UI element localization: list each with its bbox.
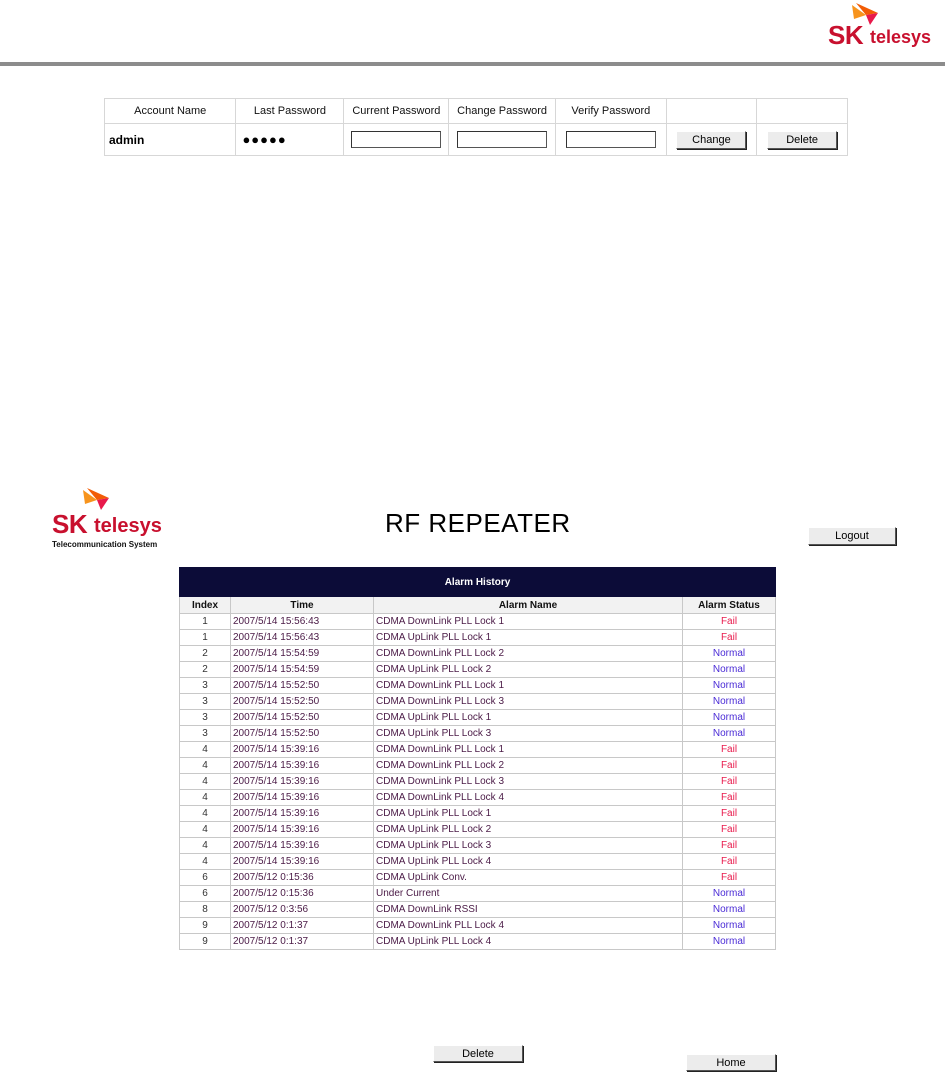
- table-row: [180, 758, 776, 774]
- table-row: [180, 726, 776, 742]
- alarm-status: Fail: [683, 774, 776, 790]
- current-password-input[interactable]: [351, 131, 441, 148]
- page-title: RF REPEATER: [385, 508, 571, 538]
- table-row: [180, 742, 776, 758]
- alarm-index: 9: [180, 918, 231, 934]
- column-header: Change Password: [449, 99, 556, 124]
- logo-brand-text: telesys: [870, 27, 932, 47]
- alarm-time: 2007/5/14 15:39:16: [231, 790, 374, 806]
- alarm-name: CDMA UpLink PLL Lock 1: [374, 806, 683, 822]
- alarm-index: 3: [180, 710, 231, 726]
- change-password-cell: [449, 124, 556, 156]
- table-row: [180, 678, 776, 694]
- alarm-name: CDMA UpLink PLL Lock 1: [374, 710, 683, 726]
- current-password-cell: [344, 124, 449, 156]
- alarm-index: 4: [180, 854, 231, 870]
- alarm-status: Normal: [683, 678, 776, 694]
- column-header: [757, 99, 848, 124]
- account-table: [104, 98, 848, 156]
- table-row: [180, 806, 776, 822]
- table-row: [180, 870, 776, 886]
- alarm-table-body: [180, 614, 776, 950]
- alarm-status: Normal: [683, 646, 776, 662]
- table-row: [180, 886, 776, 902]
- change-password-input[interactable]: [457, 131, 547, 148]
- alarm-status: Fail: [683, 806, 776, 822]
- column-header: [666, 99, 757, 124]
- column-header: Alarm Status: [683, 597, 776, 614]
- alarm-index: 4: [180, 822, 231, 838]
- table-row: [180, 854, 776, 870]
- alarm-status: Normal: [683, 662, 776, 678]
- account-table-header: [105, 99, 848, 124]
- alarm-time: 2007/5/12 0:15:36: [231, 870, 374, 886]
- header-divider: [0, 62, 945, 66]
- table-row: [180, 694, 776, 710]
- alarm-time: 2007/5/14 15:52:50: [231, 678, 374, 694]
- alarm-time: 2007/5/14 15:52:50: [231, 710, 374, 726]
- alarm-index: 6: [180, 886, 231, 902]
- table-row: [180, 934, 776, 950]
- column-header: Account Name: [105, 99, 236, 124]
- alarm-time: 2007/5/12 0:1:37: [231, 934, 374, 950]
- alarm-name: CDMA DownLink PLL Lock 1: [374, 742, 683, 758]
- alarm-index: 9: [180, 934, 231, 950]
- alarm-index: 1: [180, 630, 231, 646]
- change-button-cell: [666, 124, 757, 156]
- alarm-status: Normal: [683, 726, 776, 742]
- alarm-history-caption-row: [180, 568, 776, 597]
- alarm-status: Normal: [683, 710, 776, 726]
- alarm-status: Fail: [683, 742, 776, 758]
- logo-sk-text: SK: [52, 509, 88, 539]
- alarm-name: CDMA UpLink PLL Lock 1: [374, 630, 683, 646]
- alarm-time: 2007/5/14 15:56:43: [231, 614, 374, 630]
- delete-history-button[interactable]: Delete: [433, 1045, 523, 1062]
- table-row: [180, 646, 776, 662]
- alarm-name: Under Current: [374, 886, 683, 902]
- alarm-time: 2007/5/14 15:52:50: [231, 694, 374, 710]
- delete-button-cell: [757, 124, 848, 156]
- alarm-time: 2007/5/14 15:39:16: [231, 774, 374, 790]
- alarm-name: CDMA UpLink PLL Lock 3: [374, 726, 683, 742]
- alarm-time: 2007/5/14 15:39:16: [231, 854, 374, 870]
- column-header: Current Password: [344, 99, 449, 124]
- alarm-index: 2: [180, 662, 231, 678]
- alarm-status: Fail: [683, 614, 776, 630]
- alarm-index: 3: [180, 678, 231, 694]
- alarm-index: 4: [180, 742, 231, 758]
- alarm-name: CDMA UpLink Conv.: [374, 870, 683, 886]
- alarm-name: CDMA DownLink PLL Lock 1: [374, 678, 683, 694]
- alarm-time: 2007/5/14 15:52:50: [231, 726, 374, 742]
- alarm-time: 2007/5/14 15:39:16: [231, 806, 374, 822]
- account-name: admin: [105, 124, 236, 156]
- home-button[interactable]: Home: [686, 1054, 776, 1071]
- alarm-status: Fail: [683, 854, 776, 870]
- table-row: [180, 790, 776, 806]
- table-row: [180, 614, 776, 630]
- alarm-index: 4: [180, 806, 231, 822]
- alarm-time: 2007/5/14 15:39:16: [231, 838, 374, 854]
- alarm-index: 6: [180, 870, 231, 886]
- table-row: [180, 774, 776, 790]
- account-row: [105, 124, 848, 156]
- column-header: Last Password: [236, 99, 344, 124]
- column-header: Verify Password: [555, 99, 666, 124]
- alarm-status: Normal: [683, 918, 776, 934]
- logo-sk-text: SK: [828, 20, 864, 50]
- alarm-name: CDMA UpLink PLL Lock 2: [374, 662, 683, 678]
- alarm-history-table: [179, 567, 776, 950]
- alarm-index: 1: [180, 614, 231, 630]
- alarm-status: Normal: [683, 694, 776, 710]
- alarm-name: CDMA UpLink PLL Lock 2: [374, 822, 683, 838]
- alarm-time: 2007/5/14 15:39:16: [231, 822, 374, 838]
- verify-password-cell: [555, 124, 666, 156]
- column-header: Alarm Name: [374, 597, 683, 614]
- alarm-index: 3: [180, 694, 231, 710]
- alarm-status: Fail: [683, 758, 776, 774]
- alarm-name: CDMA UpLink PLL Lock 4: [374, 854, 683, 870]
- table-row: [180, 662, 776, 678]
- delete-account-button[interactable]: Delete: [767, 131, 837, 149]
- alarm-status: Fail: [683, 838, 776, 854]
- alarm-status: Normal: [683, 934, 776, 950]
- table-row: [180, 838, 776, 854]
- logo-tagline: Telecommunication System: [52, 540, 158, 549]
- table-row: [180, 918, 776, 934]
- alarm-name: CDMA DownLink PLL Lock 3: [374, 774, 683, 790]
- column-header: Index: [180, 597, 231, 614]
- alarm-name: CDMA DownLink PLL Lock 2: [374, 758, 683, 774]
- table-row: [180, 822, 776, 838]
- logo-brand-text: telesys: [94, 515, 162, 537]
- alarm-time: 2007/5/14 15:54:59: [231, 662, 374, 678]
- alarm-name: CDMA UpLink PLL Lock 3: [374, 838, 683, 854]
- alarm-status: Fail: [683, 870, 776, 886]
- alarm-time: 2007/5/12 0:15:36: [231, 886, 374, 902]
- alarm-index: 4: [180, 774, 231, 790]
- alarm-name: CDMA DownLink PLL Lock 4: [374, 918, 683, 934]
- alarm-status: Normal: [683, 902, 776, 918]
- alarm-time: 2007/5/12 0:1:37: [231, 918, 374, 934]
- alarm-name: CDMA DownLink PLL Lock 4: [374, 790, 683, 806]
- alarm-index: 4: [180, 790, 231, 806]
- alarm-index: 8: [180, 902, 231, 918]
- alarm-status: Normal: [683, 886, 776, 902]
- table-row: [180, 902, 776, 918]
- alarm-index: 2: [180, 646, 231, 662]
- alarm-status: Fail: [683, 630, 776, 646]
- alarm-name: CDMA UpLink PLL Lock 4: [374, 934, 683, 950]
- alarm-time: 2007/5/14 15:39:16: [231, 742, 374, 758]
- last-password: ●●●●●: [236, 124, 344, 156]
- alarm-time: 2007/5/14 15:54:59: [231, 646, 374, 662]
- alarm-table-header: [180, 597, 776, 614]
- logout-button[interactable]: Logout: [808, 527, 896, 545]
- sk-telesys-logo: [828, 0, 940, 52]
- alarm-status: Fail: [683, 790, 776, 806]
- alarm-name: CDMA DownLink PLL Lock 2: [374, 646, 683, 662]
- alarm-time: 2007/5/14 15:39:16: [231, 758, 374, 774]
- alarm-name: CDMA DownLink PLL Lock 3: [374, 694, 683, 710]
- sk-telesys-logo: [52, 488, 212, 550]
- alarm-index: 4: [180, 838, 231, 854]
- alarm-status: Fail: [683, 822, 776, 838]
- alarm-time: 2007/5/14 15:56:43: [231, 630, 374, 646]
- table-row: [180, 630, 776, 646]
- alarm-index: 3: [180, 726, 231, 742]
- column-header: Time: [231, 597, 374, 614]
- alarm-time: 2007/5/12 0:3:56: [231, 902, 374, 918]
- verify-password-input[interactable]: [566, 131, 656, 148]
- alarm-index: 4: [180, 758, 231, 774]
- change-button[interactable]: Change: [676, 131, 746, 149]
- table-row: [180, 710, 776, 726]
- alarm-name: CDMA DownLink PLL Lock 1: [374, 614, 683, 630]
- alarm-history-caption: Alarm History: [180, 568, 776, 597]
- alarm-name: CDMA DownLink RSSI: [374, 902, 683, 918]
